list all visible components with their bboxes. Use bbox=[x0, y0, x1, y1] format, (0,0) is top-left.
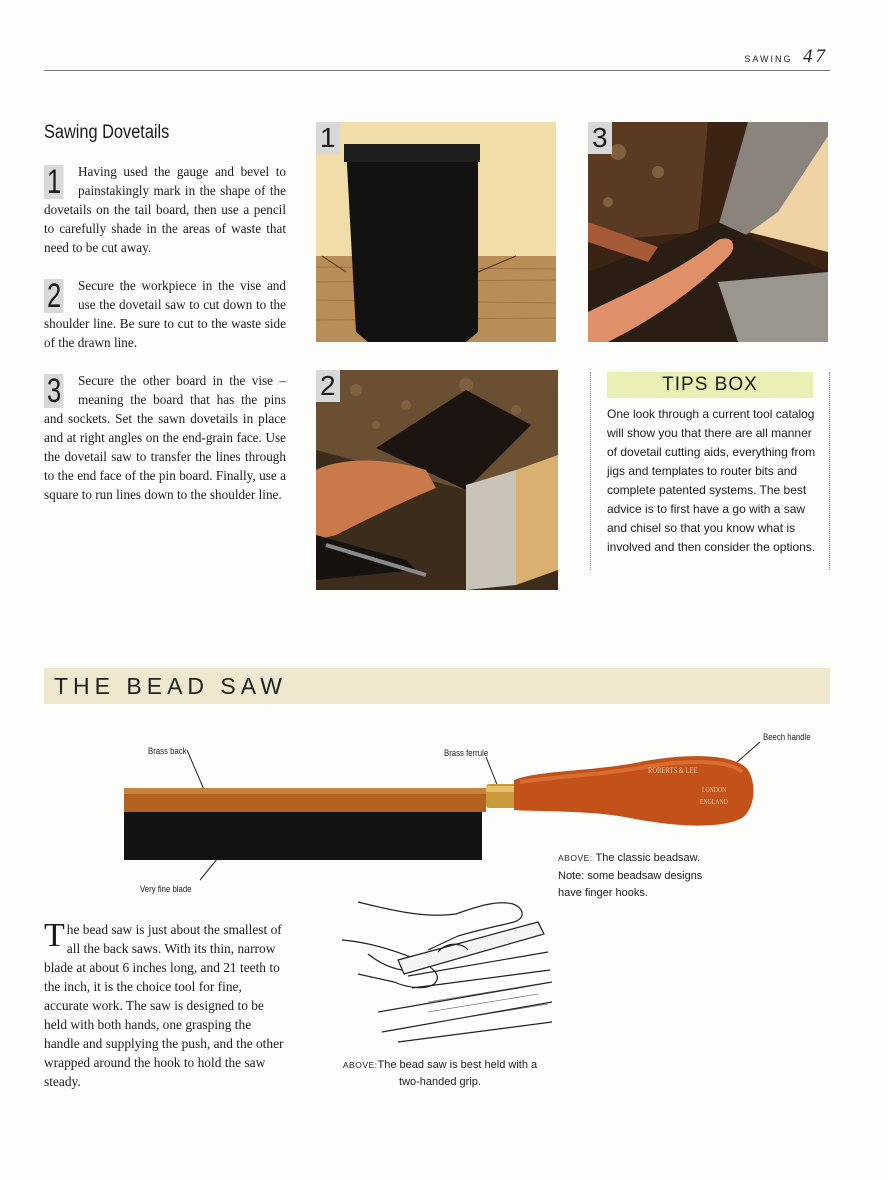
photo-number: 3 bbox=[588, 122, 612, 154]
caption-label: ABOVE: bbox=[342, 1060, 378, 1070]
step-text: Secure the other board in the vise – meaning the board that has the pins and sockets. Set the sawn dovetails in place and at right angles on the end-grain face. Use the dovetail saw to transfer the lines through to the end face of the pin board. Finally, use a square to run lines down to the shoulder line. bbox=[44, 373, 286, 502]
saw-blade bbox=[124, 812, 482, 860]
label-brass-back: Brass back bbox=[148, 746, 187, 757]
photo-number: 1 bbox=[316, 122, 340, 154]
bead-saw-body-text bbox=[44, 917, 288, 1091]
step-text: Having used the gauge and bevel to painstakingly mark in the shape of the dovetails on the tail board, then use a pencil to carefully shade in the areas of waste that need to be cut away. bbox=[44, 164, 286, 255]
caption-text: The classic beadsaw. Note: some beadsaw designs have finger hooks. bbox=[558, 852, 703, 899]
caption-grip bbox=[340, 1057, 540, 1091]
photo-number: 2 bbox=[316, 370, 340, 402]
drop-cap: T bbox=[44, 917, 65, 954]
tips-box-title: TIPS BOX bbox=[607, 372, 813, 398]
step-number: 1 bbox=[44, 165, 64, 199]
handle-stamp-line-1: ROBERTS & LEE bbox=[648, 766, 698, 775]
section-banner-title: THE BEAD SAW bbox=[54, 673, 287, 699]
handle-stamp-line-3: ENGLAND bbox=[700, 798, 728, 806]
label-beech-handle: Beech handle bbox=[763, 732, 811, 743]
step-number: 2 bbox=[44, 279, 64, 313]
section-title: Sawing Dovetails bbox=[44, 122, 170, 143]
tips-box-text: One look through a current tool catalog will show you that there are all manner of dovetail cutting aids, everything from jigs and templates to router bits and complete patented systems. The best advice is to first have a go with a saw and chisel so that you know what is involved and then consider the options. bbox=[607, 407, 816, 554]
caption-label: ABOVE: bbox=[558, 853, 593, 863]
caption-bead-saw bbox=[558, 850, 728, 903]
page-number: 47 bbox=[803, 46, 828, 67]
leader-brass-back bbox=[187, 750, 205, 792]
handle-stamp-line-2: LONDON bbox=[702, 786, 727, 794]
caption-text: The bead saw is best held with a two-handed grip. bbox=[377, 1059, 538, 1088]
step-text: Secure the workpiece in the vise and use the dovetail saw to cut down to the shoulder line. Be sure to cut to the waste side of the drawn line. bbox=[44, 278, 286, 350]
step-number: 3 bbox=[44, 374, 64, 408]
two-handed-grip-sketch bbox=[338, 892, 552, 1048]
body-paragraph: he bead saw is just about the smallest of all the back saws. With its thin, narrow blade at about 6 inches long, and 21 teeth to the inch, it is the choice tool for fine, accurate work. The saw is designed to be held with both hands, one grasping the handle and supplying the push, and the other wrapped around the hook to hold the saw steady. bbox=[44, 922, 284, 1089]
leader-blade bbox=[200, 858, 218, 880]
label-blade: Very fine blade bbox=[140, 884, 192, 895]
section-name: SAWING bbox=[744, 54, 793, 64]
label-brass-ferrule: Brass ferrule bbox=[444, 748, 489, 759]
